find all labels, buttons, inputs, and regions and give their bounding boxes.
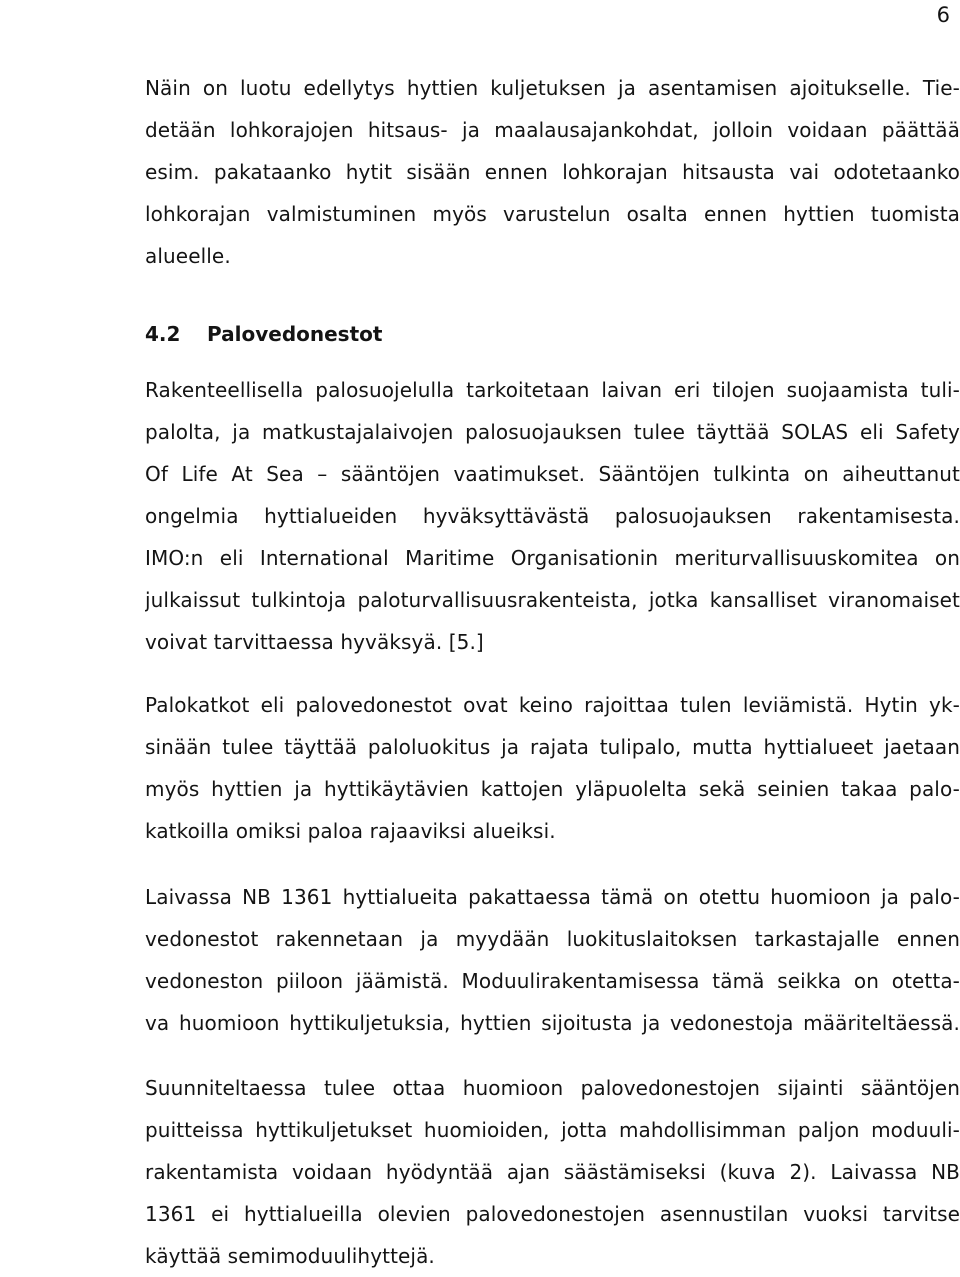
page-number: 6 <box>936 3 950 27</box>
paragraph-line: Rakenteellisella palosuojelulla tarkoitetaan laivan eri tilojen suojaamista tuli- <box>145 378 960 402</box>
section-number: 4.2 <box>145 322 181 346</box>
paragraph-line: puitteissa hyttikuljetukset huomioiden, jotta mahdollisimman paljon moduuli- <box>145 1118 960 1142</box>
section-paragraph <box>145 1067 960 1277</box>
paragraph-line: Näin on luotu edellytys hyttien kuljetuksen ja asentamisen ajoitukselle. Tie- <box>145 76 960 100</box>
paragraph-line: palolta, ja matkustajalaivojen palosuojauksen tulee täyttää SOLAS eli Safety <box>145 420 960 444</box>
paragraph-line: Palokatkot eli palovedonestot ovat keino rajoittaa tulen leviämistä. Hytin yk- <box>145 693 960 717</box>
paragraph-line: rakentamista voidaan hyödyntää ajan säästämiseksi (kuva 2). Laivassa NB <box>145 1160 960 1184</box>
paragraph-line: esim. pakataanko hytit sisään ennen lohkorajan hitsausta vai odotetaanko <box>145 160 960 184</box>
section-title: Palovedonestot <box>207 322 383 346</box>
paragraph-line: Laivassa NB 1361 hyttialueita pakattaessa tämä on otettu huomioon ja palo- <box>145 885 960 909</box>
paragraph-line: 1361 ei hyttialueilla olevien palovedonestojen asennustilan vuoksi tarvitse <box>145 1202 960 1226</box>
paragraph-line: myös hyttien ja hyttikäytävien kattojen yläpuolelta sekä seinien takaa palo- <box>145 777 960 801</box>
paragraph-line: va huomioon hyttikuljetuksia, hyttien sijoitusta ja vedonestoja määriteltäessä. <box>145 1011 960 1035</box>
paragraph-line: Suunniteltaessa tulee ottaa huomioon palovedonestojen sijainti sääntöjen <box>145 1076 960 1100</box>
paragraph-line: katkoilla omiksi paloa rajaaviksi alueiksi. <box>145 819 556 843</box>
section-paragraph <box>145 369 960 663</box>
section-paragraph <box>145 684 960 852</box>
paragraph-line: vedoneston piiloon jäämistä. Moduulirakentamisessa tämä seikka on otetta- <box>145 969 960 993</box>
paragraph-line: ongelmia hyttialueiden hyväksyttävästä palosuojauksen rakentamisesta. <box>145 504 960 528</box>
paragraph-line: voivat tarvittaessa hyväksyä. [5.] <box>145 630 484 654</box>
paragraph-line: lohkorajan valmistuminen myös varustelun osalta ennen hyttien tuomista <box>145 202 960 226</box>
paragraph-line: alueelle. <box>145 244 231 268</box>
section-heading <box>145 313 382 355</box>
paragraph-line: Of Life At Sea – sääntöjen vaatimukset. Sääntöjen tulkinta on aiheuttanut <box>145 462 960 486</box>
paragraph-line: sinään tulee täyttää paloluokitus ja rajata tulipalo, mutta hyttialueet jaetaan <box>145 735 960 759</box>
paragraph-line: vedonestot rakennetaan ja myydään luokituslaitoksen tarkastajalle ennen <box>145 927 960 951</box>
paragraph-line: käyttää semimoduulihyttejä. <box>145 1244 435 1268</box>
paragraph-line: detään lohkorajojen hitsaus- ja maalausajankohdat, jolloin voidaan päättää <box>145 118 960 142</box>
paragraph-line: julkaissut tulkintoja paloturvallisuusrakenteista, jotka kansalliset viranomaiset <box>145 588 960 612</box>
paragraph-line: IMO:n eli International Maritime Organisationin meriturvallisuuskomitea on <box>145 546 960 570</box>
intro-paragraph <box>145 67 960 277</box>
section-paragraph <box>145 876 960 1044</box>
